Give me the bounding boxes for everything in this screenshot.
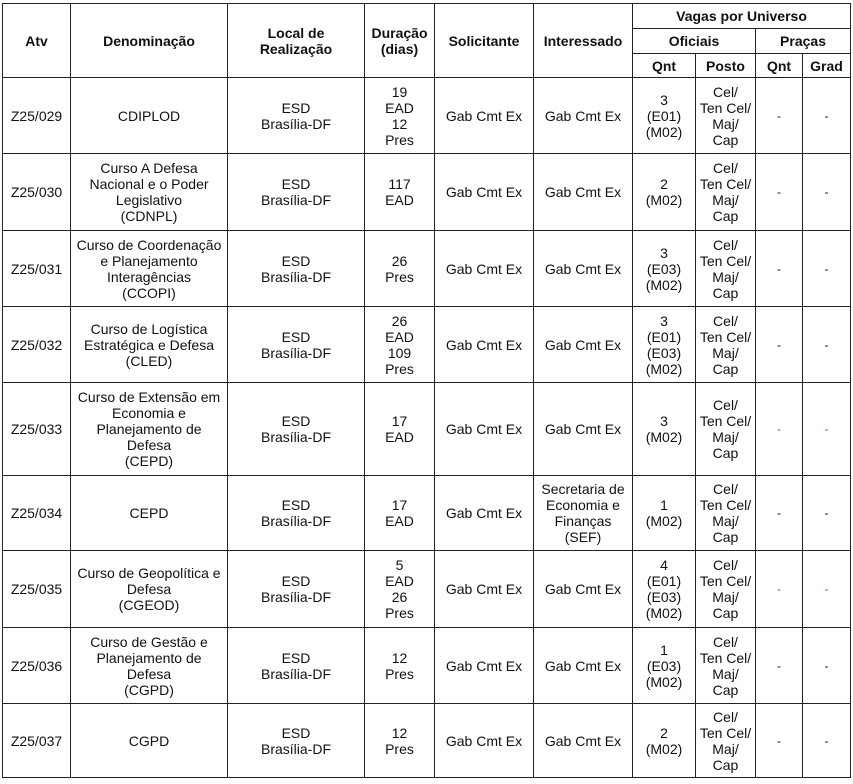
cell-interessado — [534, 231, 633, 307]
cell-denominacao — [71, 307, 228, 383]
cell-denominacao-line: Legislativo — [115, 192, 183, 208]
header-atv: Atv — [3, 4, 71, 78]
cell-atv: Z25/033 — [3, 383, 71, 476]
cell-oficiais-qnt-line: (E03) — [646, 589, 682, 605]
cell-denominacao-line: CEPD — [129, 505, 169, 521]
table-row — [3, 78, 851, 154]
cell-duracao-line: 12 — [391, 649, 408, 666]
cell-atv: Z25/029 — [3, 78, 71, 154]
cell-solicitante: Gab Cmt Ex — [435, 231, 534, 307]
cell-duracao-line: 26 — [391, 589, 408, 605]
header-pracas: Praças — [756, 29, 851, 54]
cell-local — [228, 78, 365, 154]
cell-oficiais-posto — [696, 551, 756, 628]
cell-interessado-line: Gab Cmt Ex — [544, 260, 622, 277]
cell-oficiais-posto-line: Ten Cel/ — [699, 573, 752, 589]
cell-oficiais-qnt — [633, 704, 696, 778]
cell-denominacao-line: (CLED) — [125, 352, 173, 369]
cell-atv: Z25/037 — [3, 704, 71, 778]
cell-oficiais-posto-line: Maj/ — [712, 192, 739, 208]
cell-solicitante: Gab Cmt Ex — [435, 551, 534, 628]
cell-atv: Z25/031 — [3, 231, 71, 307]
table-row — [3, 551, 851, 628]
header-duracao: Duração (dias) — [365, 4, 435, 78]
cell-denominacao-line: Curso de Gestão e — [90, 633, 208, 650]
cell-duracao — [365, 383, 435, 476]
cell-duracao-line: 17 — [391, 413, 408, 429]
cell-oficiais-posto-line: Cel/ — [713, 708, 738, 725]
cell-duracao — [365, 476, 435, 551]
cell-denominacao-line: Defesa — [126, 437, 172, 453]
cell-oficiais-posto-line: Cap — [712, 131, 739, 148]
cell-oficiais-posto — [696, 154, 756, 231]
cell-oficiais-posto-line: Cap — [712, 208, 739, 224]
cell-oficiais-qnt — [633, 78, 696, 154]
cell-solicitante: Gab Cmt Ex — [435, 476, 534, 551]
cell-local — [228, 307, 365, 383]
cell-oficiais-qnt-line: 3 — [660, 413, 668, 429]
cell-oficiais-qnt-line: (M02) — [645, 740, 683, 757]
cell-oficiais-posto-line: Maj/ — [712, 589, 739, 605]
cell-local-line: ESD — [281, 497, 311, 513]
cell-interessado-line: Gab Cmt Ex — [544, 184, 622, 200]
cell-oficiais-posto — [696, 383, 756, 476]
cell-local-line: Brasília-DF — [260, 589, 331, 605]
cell-duracao-line: 117 — [388, 176, 411, 192]
cell-oficiais-qnt-line: 3 — [660, 312, 668, 329]
cell-denominacao-line: (CEPD) — [124, 453, 174, 469]
cell-denominacao — [71, 231, 228, 307]
cell-denominacao-line: CDIPLOD — [117, 107, 181, 124]
cell-pracas-qnt: - — [756, 704, 803, 778]
cell-oficiais-qnt — [633, 628, 696, 704]
cell-denominacao-line: Planejamento de — [96, 421, 202, 437]
table-row — [3, 307, 851, 383]
cell-interessado-line: Gab Cmt Ex — [544, 336, 622, 353]
cell-duracao-line: EAD — [385, 513, 414, 529]
cell-oficiais-posto — [696, 628, 756, 704]
cell-oficiais-qnt-line: (M02) — [645, 192, 683, 208]
cell-oficiais-posto-line: Cel/ — [713, 160, 738, 176]
cell-interessado-line: Gab Cmt Ex — [544, 107, 622, 124]
header-oficiais-qnt: Qnt — [633, 54, 696, 78]
cell-duracao-line: Pres — [385, 740, 414, 757]
cell-oficiais-posto-line: Cap — [712, 756, 739, 773]
header-pracas-grad: Grad — [803, 54, 851, 78]
cell-duracao-line: 19 — [391, 83, 408, 100]
header-solicitante: Solicitante — [435, 4, 534, 78]
header-pracas-qnt: Qnt — [756, 54, 803, 78]
cell-oficiais-qnt-line: (M02) — [645, 513, 683, 529]
cell-oficiais-qnt-line: (M02) — [645, 360, 683, 377]
cell-denominacao-line: Planejamento de — [96, 649, 202, 666]
cell-oficiais-posto — [696, 231, 756, 307]
cell-oficiais-posto-line: Ten Cel/ — [699, 252, 752, 269]
cell-oficiais-qnt-line: 1 — [660, 497, 668, 513]
cell-denominacao-line: Curso de Extensão em — [77, 389, 221, 405]
cell-oficiais-posto-line: Maj/ — [712, 115, 739, 132]
cell-oficiais-posto-line: Cap — [712, 605, 739, 621]
table-row — [3, 231, 851, 307]
cell-pracas-qnt: - — [756, 476, 803, 551]
cell-pracas-qnt: - — [756, 628, 803, 704]
cell-interessado-line: Gab Cmt Ex — [544, 421, 622, 437]
cell-oficiais-posto-line: Cel/ — [713, 481, 738, 497]
cell-duracao-line: Pres — [385, 665, 414, 682]
cell-pracas-grad: - — [803, 628, 851, 704]
cell-interessado-line: Gab Cmt Ex — [544, 732, 622, 749]
cell-pracas-grad: - — [803, 307, 851, 383]
cell-oficiais-posto-line: Ten Cel/ — [699, 497, 752, 513]
cell-solicitante: Gab Cmt Ex — [435, 154, 534, 231]
cell-oficiais-qnt — [633, 307, 696, 383]
cell-oficiais-qnt — [633, 476, 696, 551]
cell-duracao-line: Pres — [385, 131, 414, 148]
cell-atv: Z25/030 — [3, 154, 71, 231]
cell-denominacao-line: (CGEOD) — [118, 597, 180, 613]
cell-duracao — [365, 551, 435, 628]
cell-duracao-line: EAD — [385, 328, 414, 345]
cell-duracao-line: EAD — [385, 573, 414, 589]
cell-oficiais-qnt-line: (M02) — [645, 673, 683, 690]
cell-denominacao-line: Estratégica e Defesa — [84, 336, 214, 353]
cell-local-line: ESD — [281, 328, 311, 345]
cell-local — [228, 704, 365, 778]
cell-oficiais-posto-line: Ten Cel/ — [699, 413, 752, 429]
header-interessado: Interessado — [534, 4, 633, 78]
cell-oficiais-qnt — [633, 231, 696, 307]
cell-oficiais-posto-line: Cel/ — [713, 236, 738, 253]
cell-oficiais-posto-line: Cel/ — [713, 397, 738, 413]
cell-duracao — [365, 307, 435, 383]
cell-duracao-line: 12 — [391, 724, 408, 741]
cell-duracao-line: 26 — [391, 312, 408, 329]
cell-duracao-line: Pres — [385, 360, 414, 377]
cell-denominacao-line: Curso A Defesa — [100, 160, 198, 176]
cell-oficiais-qnt-line: 1 — [660, 641, 668, 658]
cell-oficiais-posto-line: Ten Cel/ — [699, 649, 752, 666]
cell-oficiais-posto-line: Cap — [712, 681, 739, 698]
cell-oficiais-posto — [696, 476, 756, 551]
cell-denominacao — [71, 476, 228, 551]
cell-denominacao — [71, 154, 228, 231]
cell-duracao-line: 17 — [391, 497, 408, 513]
cell-local-line: ESD — [281, 176, 311, 192]
cell-local — [228, 551, 365, 628]
cell-oficiais-qnt-line: 4 — [660, 557, 668, 573]
cell-oficiais-posto — [696, 704, 756, 778]
cell-local — [228, 476, 365, 551]
cell-denominacao — [71, 628, 228, 704]
cell-pracas-qnt: - — [756, 383, 803, 476]
cell-duracao — [365, 154, 435, 231]
cell-duracao-line: Pres — [385, 268, 414, 285]
cell-denominacao — [71, 704, 228, 778]
cell-oficiais-posto-line: Maj/ — [712, 665, 739, 682]
cell-duracao — [365, 78, 435, 154]
cell-denominacao-line: e Planejamento — [100, 252, 198, 269]
cell-local-line: ESD — [281, 99, 311, 116]
cell-pracas-grad: - — [803, 551, 851, 628]
cell-local-line: ESD — [281, 649, 311, 666]
cell-oficiais-posto-line: Maj/ — [712, 344, 739, 361]
cell-denominacao-line: CGPD — [128, 732, 170, 749]
table-row — [3, 628, 851, 704]
cell-denominacao-line: Defesa — [126, 581, 172, 597]
cell-oficiais-qnt-line: (E03) — [646, 344, 682, 361]
cell-duracao-line: EAD — [385, 429, 414, 445]
cell-solicitante: Gab Cmt Ex — [435, 78, 534, 154]
cell-oficiais-qnt-line: (M02) — [645, 605, 683, 621]
cell-pracas-grad: - — [803, 476, 851, 551]
cell-interessado-line: Economia e — [546, 497, 620, 513]
cell-duracao — [365, 704, 435, 778]
cell-denominacao — [71, 78, 228, 154]
cell-pracas-grad: - — [803, 231, 851, 307]
cell-duracao-line: 12 — [391, 115, 408, 132]
cell-oficiais-posto-line: Cap — [712, 360, 739, 377]
cell-oficiais-posto-line: Cel/ — [713, 557, 738, 573]
cell-oficiais-qnt-line: (M02) — [645, 429, 683, 445]
header-oficiais: Oficiais — [633, 29, 756, 54]
cell-duracao-line: 26 — [391, 252, 408, 269]
header-denominacao: Denominação — [71, 4, 228, 78]
cell-oficiais-posto-line: Cap — [712, 445, 739, 461]
header-oficiais-posto: Posto — [696, 54, 756, 78]
cell-pracas-grad: - — [803, 78, 851, 154]
cell-oficiais-posto-line: Cel/ — [713, 633, 738, 650]
cell-interessado — [534, 628, 633, 704]
cell-duracao-line: Pres — [385, 605, 414, 621]
cell-oficiais-posto-line: Maj/ — [712, 429, 739, 445]
cell-local-line: Brasília-DF — [260, 665, 331, 682]
cell-denominacao — [71, 551, 228, 628]
cell-interessado — [534, 383, 633, 476]
cell-local-line: ESD — [281, 573, 311, 589]
cell-oficiais-qnt-line: 3 — [660, 244, 668, 261]
cell-duracao-line: 109 — [387, 344, 412, 361]
table-row — [3, 476, 851, 551]
cell-interessado — [534, 154, 633, 231]
cell-interessado-line: (SEF) — [564, 529, 602, 545]
cell-pracas-qnt: - — [756, 307, 803, 383]
cell-local — [228, 628, 365, 704]
cell-oficiais-posto-line: Ten Cel/ — [699, 99, 752, 116]
table-row — [3, 383, 851, 476]
cell-solicitante: Gab Cmt Ex — [435, 383, 534, 476]
cell-oficiais-posto — [696, 78, 756, 154]
cell-interessado — [534, 551, 633, 628]
header-local: Local de Realização — [228, 4, 365, 78]
cell-oficiais-qnt-line: (E03) — [646, 260, 682, 277]
cell-solicitante: Gab Cmt Ex — [435, 704, 534, 778]
cell-local — [228, 154, 365, 231]
vagas-table — [2, 3, 851, 778]
cell-local-line: Brasília-DF — [260, 513, 331, 529]
cell-interessado-line: Secretaria de — [541, 481, 625, 497]
cell-oficiais-qnt-line: 2 — [660, 176, 668, 192]
cell-pracas-qnt: - — [756, 78, 803, 154]
cell-atv: Z25/032 — [3, 307, 71, 383]
cell-pracas-grad: - — [803, 154, 851, 231]
cell-pracas-grad: - — [803, 704, 851, 778]
cell-denominacao-line: (CGPD) — [124, 681, 174, 698]
cell-oficiais-posto — [696, 307, 756, 383]
cell-denominacao-line: Curso de Coordenação — [76, 236, 222, 253]
table-row — [3, 154, 851, 231]
cell-denominacao-line: Curso de Logística — [90, 320, 208, 337]
cell-atv: Z25/035 — [3, 551, 71, 628]
cell-denominacao-line: Economia e — [112, 405, 186, 421]
cell-denominacao-line: Defesa — [126, 665, 172, 682]
table-body — [3, 78, 851, 778]
table-header — [3, 4, 851, 78]
cell-denominacao — [71, 383, 228, 476]
cell-local-line: Brasília-DF — [260, 429, 331, 445]
cell-oficiais-qnt-line: (E01) — [646, 573, 682, 589]
header-vagas: Vagas por Universo — [633, 4, 851, 29]
table-row — [3, 704, 851, 778]
cell-duracao-line: 5 — [395, 557, 404, 573]
cell-solicitante: Gab Cmt Ex — [435, 307, 534, 383]
cell-pracas-qnt: - — [756, 154, 803, 231]
cell-duracao-line: EAD — [385, 192, 414, 208]
cell-oficiais-posto-line: Cap — [712, 284, 739, 301]
cell-oficiais-posto-line: Cap — [712, 529, 739, 545]
cell-denominacao-line: (CDNPL) — [120, 208, 178, 224]
cell-oficiais-qnt — [633, 154, 696, 231]
cell-local-line: Brasília-DF — [260, 115, 331, 132]
cell-interessado — [534, 476, 633, 551]
cell-oficiais-posto-line: Cel/ — [713, 312, 738, 329]
cell-atv: Z25/034 — [3, 476, 71, 551]
cell-local — [228, 231, 365, 307]
cell-local-line: Brasília-DF — [260, 268, 331, 285]
cell-duracao — [365, 628, 435, 704]
cell-denominacao-line: Nacional e o Poder — [89, 176, 209, 192]
cell-solicitante: Gab Cmt Ex — [435, 628, 534, 704]
cell-oficiais-posto-line: Maj/ — [712, 513, 739, 529]
cell-pracas-qnt: - — [756, 231, 803, 307]
cell-local-line: Brasília-DF — [260, 344, 331, 361]
cell-atv: Z25/036 — [3, 628, 71, 704]
cell-oficiais-qnt-line: (E01) — [646, 328, 682, 345]
cell-oficiais-posto-line: Ten Cel/ — [699, 176, 752, 192]
cell-oficiais-posto-line: Ten Cel/ — [699, 328, 752, 345]
cell-denominacao-line: Interagências — [106, 268, 192, 285]
cell-oficiais-qnt — [633, 383, 696, 476]
cell-interessado-line: Finanças — [554, 513, 612, 529]
cell-interessado-line: Gab Cmt Ex — [544, 581, 622, 597]
cell-oficiais-qnt-line: 2 — [660, 724, 668, 741]
cell-duracao — [365, 231, 435, 307]
cell-oficiais-qnt — [633, 551, 696, 628]
cell-interessado — [534, 307, 633, 383]
cell-oficiais-posto-line: Cel/ — [713, 83, 738, 100]
cell-denominacao-line: Curso de Geopolítica e — [77, 565, 221, 581]
cell-local — [228, 383, 365, 476]
cell-oficiais-qnt-line: (M02) — [645, 276, 683, 293]
cell-interessado-line: Gab Cmt Ex — [544, 657, 622, 674]
cell-oficiais-qnt-line: 3 — [660, 91, 668, 108]
cell-local-line: Brasília-DF — [260, 192, 331, 208]
cell-oficiais-qnt-line: (M02) — [645, 123, 683, 140]
cell-local-line: ESD — [281, 413, 311, 429]
cell-interessado — [534, 78, 633, 154]
cell-denominacao-line: (CCOPI) — [122, 284, 176, 301]
cell-oficiais-posto-line: Ten Cel/ — [699, 724, 752, 741]
cell-duracao-line: EAD — [385, 99, 414, 116]
cell-oficiais-qnt-line: (E03) — [646, 657, 682, 674]
cell-interessado — [534, 704, 633, 778]
cell-local-line: ESD — [281, 252, 311, 269]
cell-oficiais-posto-line: Maj/ — [712, 268, 739, 285]
cell-pracas-grad: - — [803, 383, 851, 476]
cell-local-line: Brasília-DF — [260, 740, 331, 757]
cell-oficiais-qnt-line: (E01) — [646, 107, 682, 124]
cell-local-line: ESD — [281, 724, 311, 741]
cell-oficiais-posto-line: Maj/ — [712, 740, 739, 757]
cell-pracas-qnt: - — [756, 551, 803, 628]
